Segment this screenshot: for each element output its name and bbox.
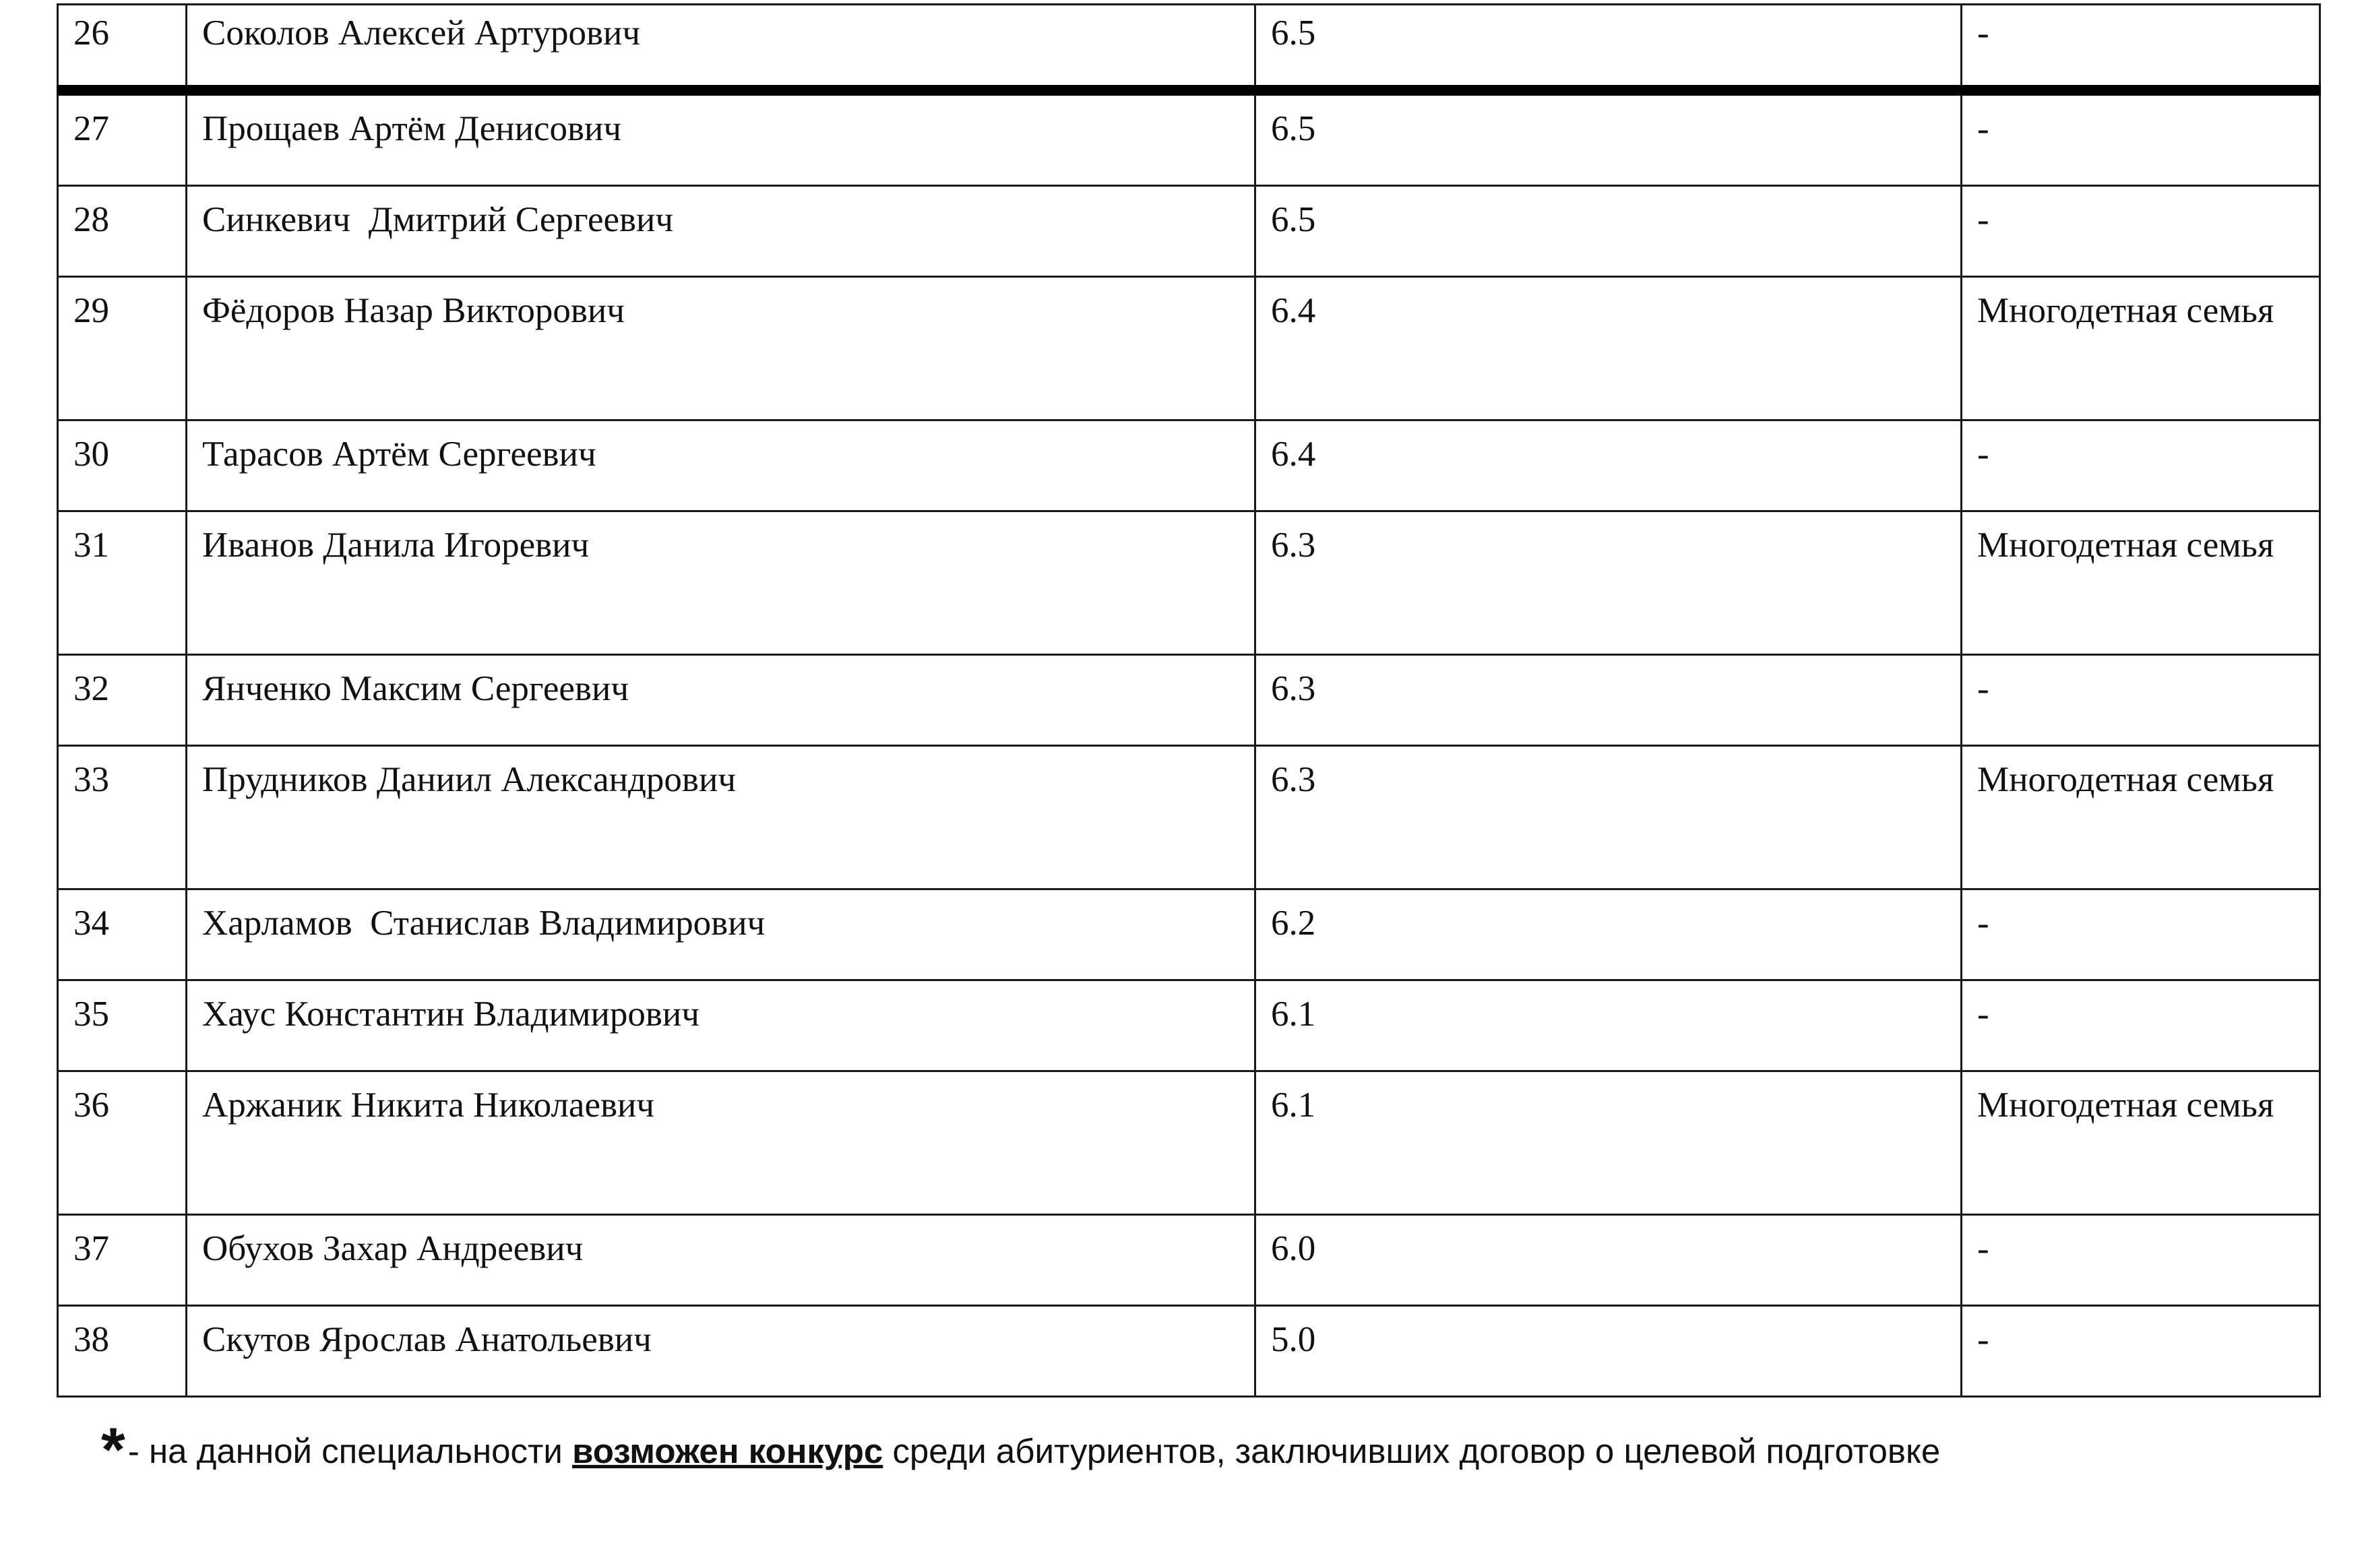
applicant-note: - <box>1962 90 2320 186</box>
applicant-name: Прощаев Артём Денисович <box>187 90 1255 186</box>
applicant-name: Обухов Захар Андреевич <box>187 1215 1255 1306</box>
row-number: 37 <box>58 1215 187 1306</box>
applicant-name: Соколов Алексей Артурович <box>187 5 1255 91</box>
applicant-name: Хаус Константин Владимирович <box>187 980 1255 1071</box>
footnote-emphasis: возможен конкурс <box>572 1432 883 1470</box>
applicant-score: 6.4 <box>1255 420 1962 511</box>
applicant-name: Тарасов Артём Сергеевич <box>187 420 1255 511</box>
footnote-text-end: среди абитуриентов, заключивших договор о целевой подготовке <box>883 1432 1941 1470</box>
row-number: 31 <box>58 511 187 655</box>
row-number: 29 <box>58 277 187 420</box>
applicant-name: Аржаник Никита Николаевич <box>187 1071 1255 1215</box>
applicant-score: 6.3 <box>1255 511 1962 655</box>
applicant-note: - <box>1962 980 2320 1071</box>
applicant-note: Многодетная семья <box>1962 1071 2320 1215</box>
applicant-note: Многодетная семья <box>1962 277 2320 420</box>
applicant-score: 6.3 <box>1255 655 1962 746</box>
applicants-table-body <box>58 5 2320 1397</box>
applicant-note: - <box>1962 655 2320 746</box>
footnote-asterisk: * <box>101 1416 125 1484</box>
applicant-name: Скутов Ярослав Анатольевич <box>187 1306 1255 1397</box>
applicant-score: 6.1 <box>1255 1071 1962 1215</box>
applicant-score: 6.3 <box>1255 746 1962 889</box>
applicant-note: Многодетная семья <box>1962 511 2320 655</box>
applicant-score: 6.5 <box>1255 90 1962 186</box>
applicant-name: Прудников Даниил Александрович <box>187 746 1255 889</box>
footnote-text-start: - на данной специальности <box>127 1432 573 1470</box>
applicants-table <box>57 3 2321 1398</box>
applicant-score: 5.0 <box>1255 1306 1962 1397</box>
table-row <box>58 1215 2320 1306</box>
row-number: 30 <box>58 420 187 511</box>
table-row <box>58 511 2320 655</box>
row-number: 28 <box>58 186 187 277</box>
table-row <box>58 889 2320 980</box>
applicant-score: 6.1 <box>1255 980 1962 1071</box>
table-row <box>58 420 2320 511</box>
applicant-name: Янченко Максим Сергеевич <box>187 655 1255 746</box>
table-row <box>58 277 2320 420</box>
table-row <box>58 1071 2320 1215</box>
table-row <box>58 980 2320 1071</box>
applicant-name: Фёдоров Назар Викторович <box>187 277 1255 420</box>
table-row <box>58 1306 2320 1397</box>
table-row <box>58 90 2320 186</box>
row-number: 26 <box>58 5 187 91</box>
applicant-score: 6.5 <box>1255 186 1962 277</box>
applicant-note: Многодетная семья <box>1962 746 2320 889</box>
applicant-score: 6.4 <box>1255 277 1962 420</box>
applicant-score: 6.5 <box>1255 5 1962 91</box>
row-number: 38 <box>58 1306 187 1397</box>
row-number: 32 <box>58 655 187 746</box>
table-row <box>58 746 2320 889</box>
applicant-note: - <box>1962 186 2320 277</box>
row-number: 36 <box>58 1071 187 1215</box>
row-number: 34 <box>58 889 187 980</box>
applicant-name: Синкевич Дмитрий Сергеевич <box>187 186 1255 277</box>
applicant-note: - <box>1962 1215 2320 1306</box>
applicant-score: 6.0 <box>1255 1215 1962 1306</box>
table-row <box>58 186 2320 277</box>
footnote <box>101 1415 1940 1486</box>
row-number: 27 <box>58 90 187 186</box>
applicant-name: Харламов Станислав Владимирович <box>187 889 1255 980</box>
applicant-score: 6.2 <box>1255 889 1962 980</box>
row-number: 33 <box>58 746 187 889</box>
applicant-name: Иванов Данила Игоревич <box>187 511 1255 655</box>
applicant-note: - <box>1962 420 2320 511</box>
table-row <box>58 5 2320 91</box>
table-row <box>58 655 2320 746</box>
applicant-note: - <box>1962 889 2320 980</box>
applicant-note: - <box>1962 5 2320 91</box>
applicant-note: - <box>1962 1306 2320 1397</box>
row-number: 35 <box>58 980 187 1071</box>
